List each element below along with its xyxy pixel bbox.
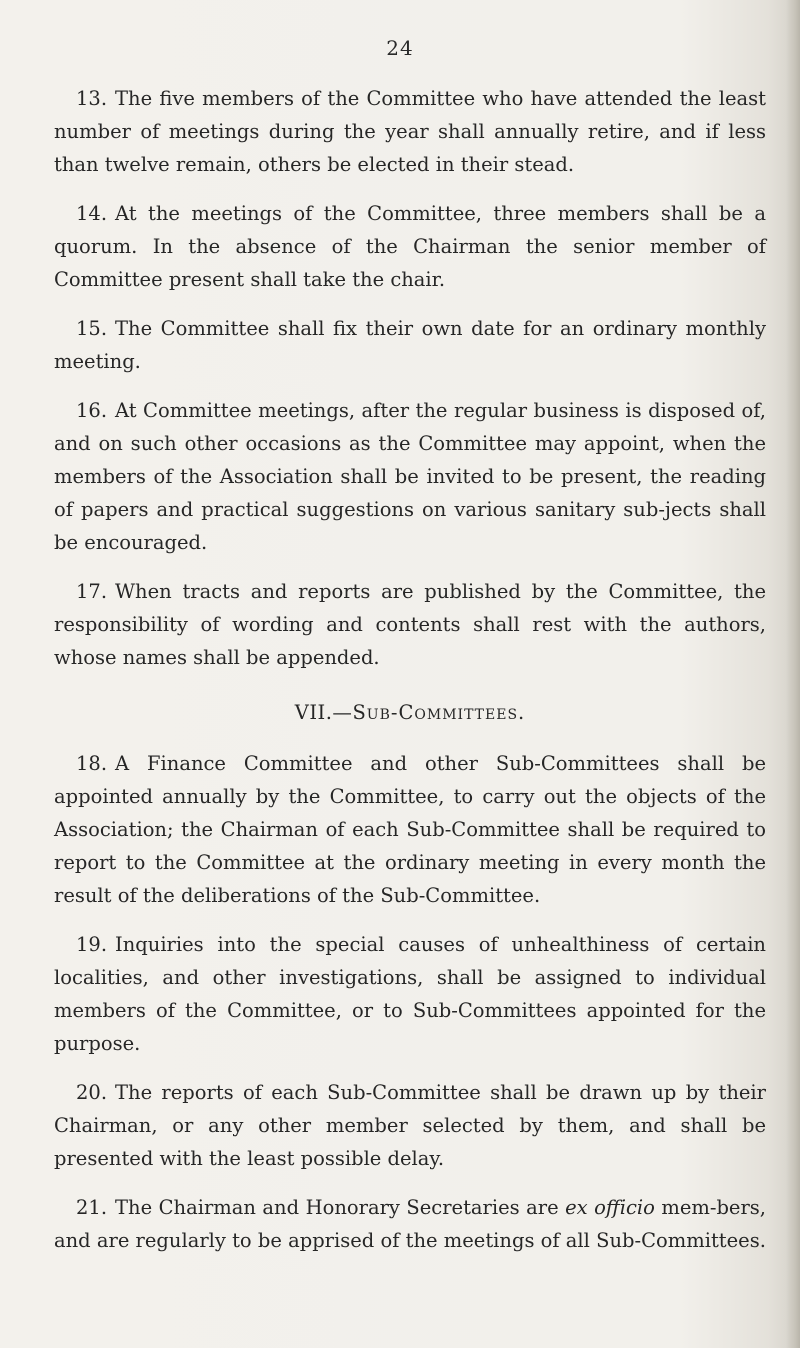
paragraph-number: 20. [76,1081,108,1104]
paragraph-text: The five members of the Committee who have attended the least number of meetings during the year shall annually retire, and if less than twelve remain, others be elected in their stead. [54,87,766,176]
paragraph-13 [54,82,766,181]
paragraph-19 [54,928,766,1060]
section-title: Sub-Committees. [352,701,526,724]
paragraph-number: 19. [76,933,108,956]
page-number: 24 [386,36,414,60]
paragraph-text: When tracts and reports are published by the Committee, the responsibility of wording and contents shall rest with the authors, whose names shall be appended. [54,580,766,669]
section-numeral: VII.— [294,701,353,724]
paragraph-number: 16. [76,399,108,422]
paragraph-16 [54,394,766,559]
page-edge-shadow [786,0,800,1348]
paragraph-number: 15. [76,317,108,340]
paragraph-18 [54,747,766,912]
paragraph-21 [54,1191,766,1257]
paragraph-number: 13. [76,87,108,110]
paragraph-text-before: The Chairman and Honorary Secretaries are [115,1196,559,1219]
paragraph-14 [54,197,766,296]
paragraph-text: Inquiries into the special causes of unhealthiness of certain localities, and other investigations, shall be assigned to individual members of the Committee, or to Sub-Committees appointed for the purpose. [54,933,766,1055]
paragraph-text: The Committee shall fix their own date for an ordinary monthly meeting. [54,317,766,373]
paragraph-number: 17. [76,580,108,603]
italic-phrase: ex officio [565,1196,655,1219]
paragraph-number: 14. [76,202,108,225]
paragraph-15 [54,312,766,378]
paragraph-text: The reports of each Sub-Committee shall be drawn up by their Chairman, or any other member selected by them, and shall be presented with the least possible delay. [54,1081,766,1170]
document-body [54,82,766,1273]
paragraph-text: At the meetings of the Committee, three members shall be a quorum. In the absence of the Chairman the senior member of Committee present shall take the chair. [54,202,766,291]
paragraph-number: 18. [76,752,108,775]
paragraph-text: A Finance Committee and other Sub-Committees shall be appointed annually by the Committee, to carry out the objects of the Association; the Chairman of each Sub-Committee shall be required to report to the Committee at the ordinary meeting in every month the result of the deliberations of the Sub-Committee. [54,752,766,907]
paragraph-text: At Committee meetings, after the regular business is disposed of, and on such other occasions as the Committee may appoint, when the members of the Association shall be invited to be present, the reading of papers and practical suggestions on various sanitary sub-jects shall be encouraged. [54,399,766,554]
paragraph-number: 21. [76,1196,108,1219]
paragraph-17 [54,575,766,674]
paragraph-text-after: mem-bers, and are regularly to be apprised of the meetings of all Sub-Committees. [54,1196,767,1252]
paragraph-20 [54,1076,766,1175]
section-heading [54,696,766,729]
